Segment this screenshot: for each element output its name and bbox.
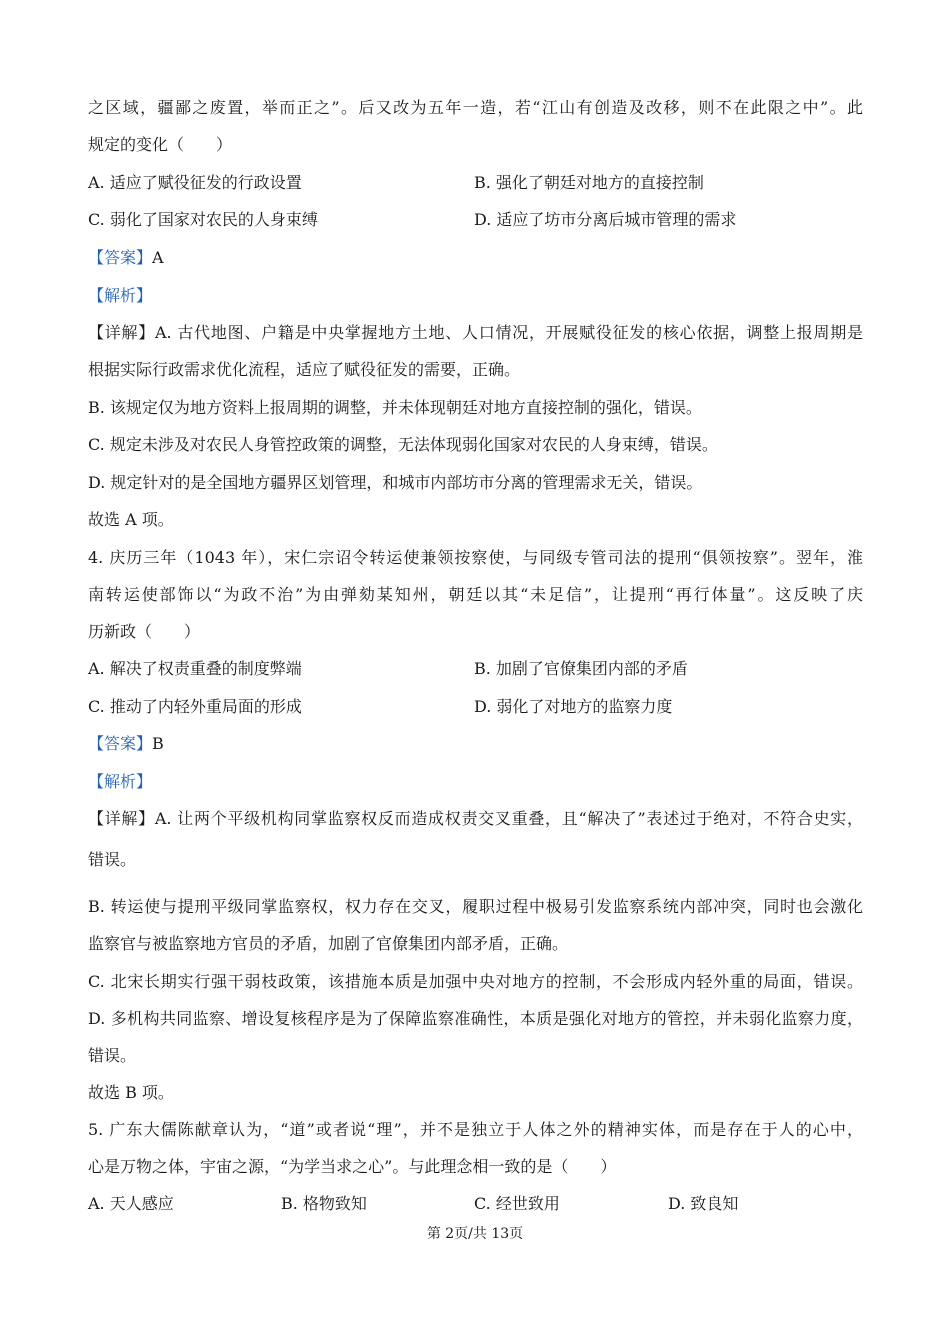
q4-detail-b-line2: 监察官与被监察地方官员的矛盾，加剧了官僚集团内部矛盾，正确。 — [88, 934, 569, 953]
q4-detail-d-line1: D. 多机构共同监察、增设复核程序是为了保障监察准确性，本质是强化对地方的管控，并未弱化监察力度， — [88, 1009, 863, 1028]
q3-option-d: D. 适应了坊市分离后城市管理的需求 — [474, 210, 737, 229]
q3-option-b: B. 强化了朝廷对地方的直接控制 — [474, 173, 704, 192]
q4-detail-a-line2: 错误。 — [88, 850, 137, 869]
q3-answer-value: A — [152, 248, 164, 267]
q4-option-d: D. 弱化了对地方的监察力度 — [474, 697, 673, 716]
q3-stem-line1: 之区域，疆鄙之废置，举而正之”。后又改为五年一造，若“江山有创造及改移，则不在此限之中”。此 — [88, 98, 863, 117]
q5-stem-line2: 心是万物之体，宇宙之源，“为学当求之心”。与此理念相一致的是（ ） — [88, 1157, 617, 1176]
q4-stem-line1: 4. 庆历三年（1043 年），宋仁宗诏令转运使兼领按察使，与同级专管司法的提刑“俱领按察”。翌年，淮 — [88, 548, 863, 567]
q4-answer-value: B — [152, 734, 164, 753]
q3-conclusion: 故选 A 项。 — [88, 510, 174, 529]
q4-stem-line3: 历新政（ ） — [88, 622, 201, 641]
q4-option-a: A. 解决了权责重叠的制度弊端 — [88, 659, 302, 678]
q4-detail-b-line1: B. 转运使与提刑平级同掌监察权，权力存在交叉，履职过程中极易引发监察系统内部冲突，同时也会激化 — [88, 897, 863, 916]
q5-stem-line1: 5. 广东大儒陈献章认为，“道”或者说“理”，并不是独立于人体之外的精神实体，而是存在于人的心中， — [88, 1120, 863, 1139]
q3-option-a: A. 适应了赋役征发的行政设置 — [88, 173, 302, 192]
q3-detail-line1: 【详解】A. 古代地图、户籍是中央掌握地方土地、人口情况，开展赋役征发的核心依据，调整上报周期是 — [88, 323, 863, 342]
q3-detail-b: B. 该规定仅为地方资料上报周期的调整，并未体现朝廷对地方直接控制的强化，错误。 — [88, 398, 702, 417]
q4-detail-c: C. 北宋长期实行强干弱枝政策，该措施本质是加强中央对地方的控制，不会形成内轻外重的局面，错误。 — [88, 972, 863, 991]
q3-stem-line2: 规定的变化（ ） — [88, 135, 233, 154]
q5-option-c: C. 经世致用 — [474, 1194, 560, 1213]
q4-option-b: B. 加剧了官僚集团内部的矛盾 — [474, 659, 688, 678]
q4-option-c: C. 推动了内轻外重局面的形成 — [88, 697, 302, 716]
q4-answer-tag: 【答案】 — [88, 734, 153, 753]
q3-analysis-tag: 【解析】 — [88, 286, 153, 305]
q5-option-a: A. 天人感应 — [88, 1194, 174, 1213]
q3-answer — [88, 247, 164, 269]
q3-option-c: C. 弱化了国家对农民的人身束缚 — [88, 210, 318, 229]
q5-option-b: B. 格物致知 — [281, 1194, 367, 1213]
page-footer: 第 2页/共 13页 — [426, 1226, 524, 1242]
q4-detail-d-line2: 错误。 — [88, 1046, 137, 1065]
q3-detail-line2: 根据实际行政需求优化流程，适应了赋役征发的需要，正确。 — [88, 360, 521, 379]
q5-option-d: D. 致良知 — [668, 1194, 739, 1213]
q3-detail-d: D. 规定针对的是全国地方疆界区划管理，和城市内部坊市分离的管理需求无关，错误。 — [88, 473, 703, 492]
q3-detail-c: C. 规定未涉及对农民人身管控政策的调整，无法体现弱化国家对农民的人身束缚，错误。 — [88, 435, 718, 454]
q4-detail-a-line1: 【详解】A. 让两个平级机构同掌监察权反而造成权责交叉重叠，且“解决了”表述过于绝对，不符合史实， — [88, 809, 863, 828]
q4-analysis-tag: 【解析】 — [88, 772, 153, 791]
q4-stem-line2: 南转运使部饰以“为政不治”为由弹劾某知州，朝廷以其“未足信”，让提刑“再行体量”。这反映了庆 — [88, 585, 863, 604]
q4-answer — [88, 733, 164, 755]
q4-conclusion: 故选 B 项。 — [88, 1083, 174, 1102]
q3-answer-tag: 【答案】 — [88, 248, 153, 267]
